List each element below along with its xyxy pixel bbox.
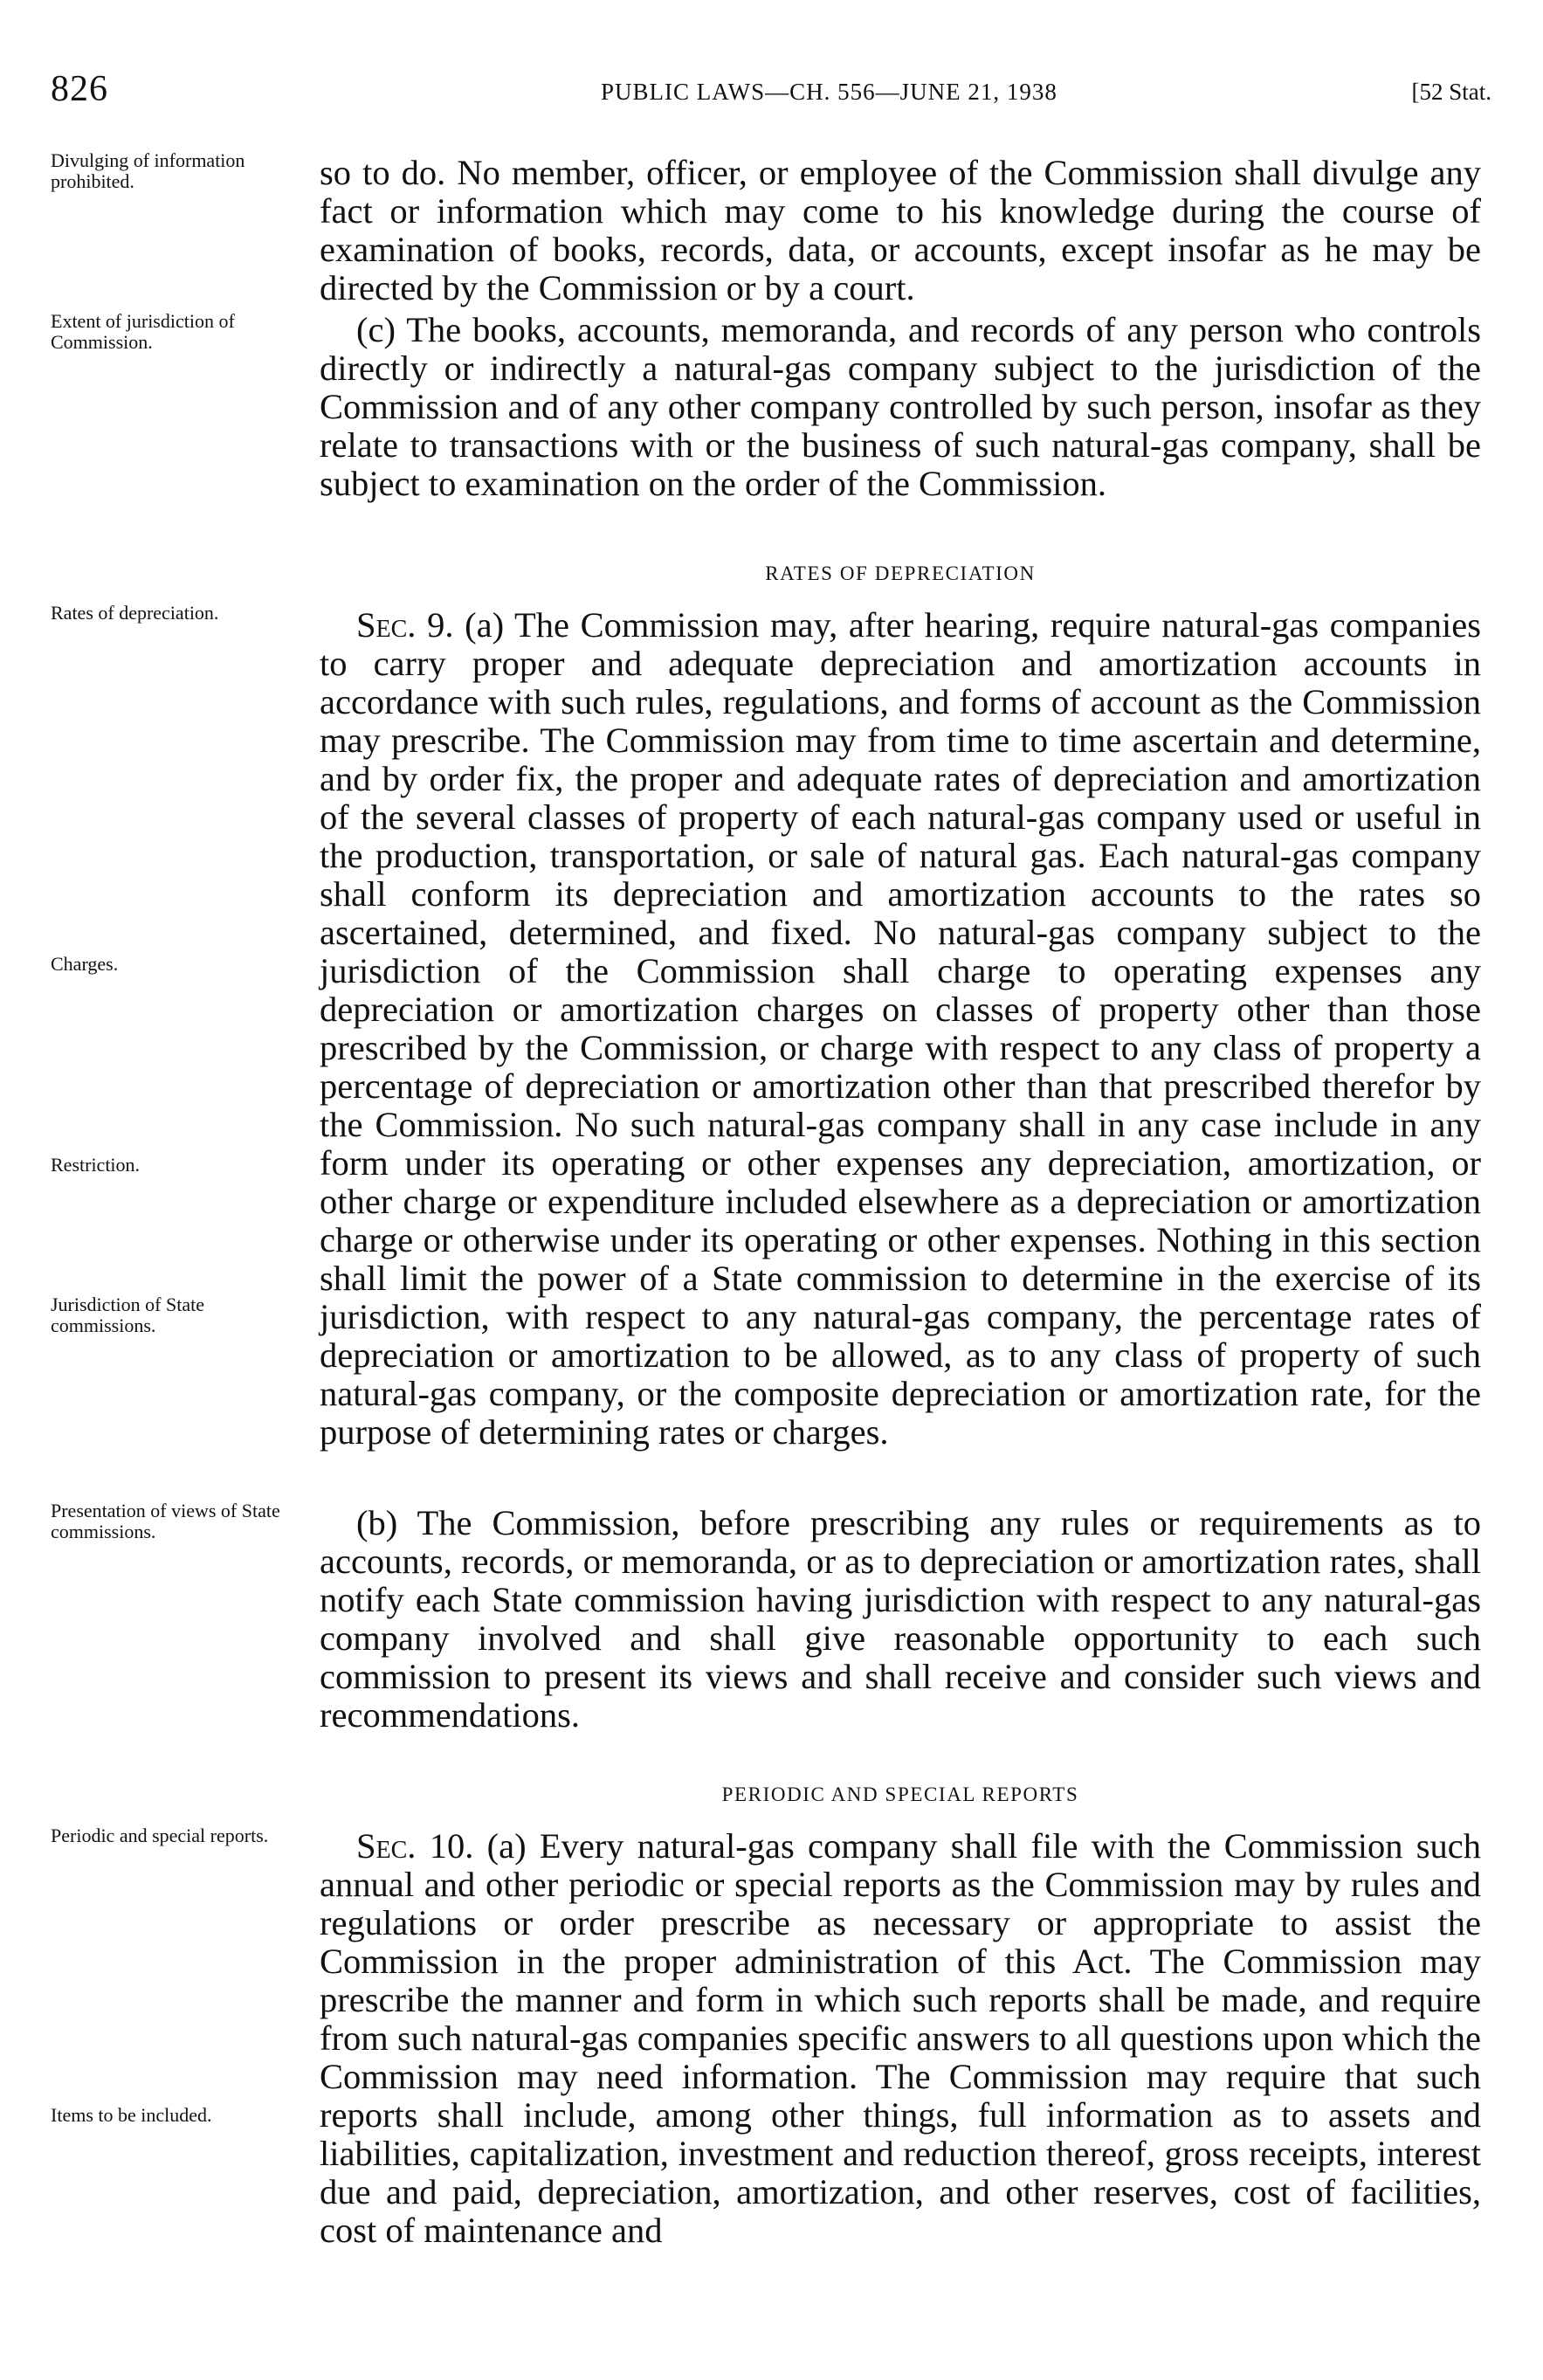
volume-reference: [52 Stat.: [1411, 79, 1491, 105]
page-header: [51, 68, 1491, 121]
margin-note-items-included: Items to be included.: [51, 2104, 212, 2126]
paragraph-section-9a: [320, 606, 1481, 1452]
margin-note-presentation-views: Presentation of views of State commissions.: [51, 1500, 280, 1542]
paragraph-section-10a: [320, 1827, 1481, 2250]
margin-note-divulging: Divulging of information prohibited.: [51, 149, 245, 192]
paragraph-divulging: so to do. No member, officer, or employee of the Commission shall divulge any fact or information which may come to his knowledge during the course of examination of books, records, data, or accounts, except insofar as he may be directed by the Commission or by a court.: [320, 153, 1481, 307]
section-10a-text: (a) Every natural-gas company shall file with the Commission such annual and other periodic or special reports as the Commission may by rules and regulations or order prescribe as necessary or appropriate to assist the Commission in the proper administration of this Act. The Commission may prescribe the manner and form in which such reports shall be made, and require from such natural-gas companies specific answers to all questions upon which the Commission may need information. The Commission may require that such reports shall include, among other things, full information as to assets and liabilities, capitalization, investment and reduction thereof, gross receipts, interest due and paid, depreciation, amortization, and other reserves, cost of facilities, cost of maintenance and: [320, 1826, 1482, 2250]
margin-note-periodic-reports: Periodic and special reports.: [51, 1825, 269, 1846]
section-10-label: Sec. 10.: [356, 1826, 474, 1866]
running-head: PUBLIC LAWS—CH. 556—JUNE 21, 1938: [601, 79, 1057, 105]
margin-note-charges: Charges.: [51, 953, 119, 975]
heading-periodic-reports: PERIODIC AND SPECIAL REPORTS: [721, 1783, 1079, 1805]
margin-note-rates-depreciation: Rates of depreciation.: [51, 602, 219, 624]
margin-note-restriction: Restriction.: [51, 1154, 141, 1176]
paragraph-books-accounts: (c) The books, accounts, memoranda, and records of any person who controls directly or indirectly a natural-gas company subject to the jurisdiction of the Commission and of any other company controlled by such person, insofar as they relate to transactions with or the business of such natural-gas company, shall be subject to examination on the order of the Commission.: [320, 310, 1481, 503]
heading-rates-depreciation: RATES OF DEPRECIATION: [765, 562, 1036, 584]
paragraph-section-9b: (b) The Commission, before prescribing any rules or requirements as to accounts, records, or memoranda, or as to depreciation or amortization rates, shall notify each State commission having jurisdiction with respect to any natural-gas company involved and shall give reasonable opportunity to each such commission to present its views and shall receive and consider such views and recommendations.: [320, 1503, 1481, 1735]
section-9a-text: (a) The Commission may, after hearing, require natural-gas companies to carry proper and adequate depreciation and amortization accounts in accordance with such rules, regulations, and forms of account as the Commission may prescribe. The Commission may from time to time ascertain and determine, and by order fix, the proper and adequate rates of depreciation and amortization of the several classes of property of each natural-gas company used or useful in the production, transportation, or sale of natural gas. Each natural-gas company shall conform its depreciation and amortization accounts to the rates so ascertained, determined, and fixed. No natural-gas company subject to the jurisdiction of the Commission shall charge to operating expenses any depreciation or amortization charges on classes of property other than those prescribed by the Commission, or charge with respect to any class of property a percentage of depreciation or amortization other than that prescribed therefor by the Commission. No such natural-gas company shall in any case include in any form under its operating or other expenses any depreciation, amortization, or other charge or expenditure included elsewhere as a depreciation or amortization charge or otherwise under its operating or other expenses. Nothing in this section shall limit the power of a State commission to determine in the exercise of its jurisdiction, with respect to any natural-gas company, the percentage rates of depreciation or amortization to be allowed, as to any class of property of such natural-gas company, or the composite depreciation or amortization rate, for the purpose of determining rates or charges.: [320, 605, 1482, 1452]
margin-note-jurisdiction-state: Jurisdiction of State commissions.: [51, 1293, 204, 1336]
page-number: 826: [51, 69, 108, 109]
section-9-label: Sec. 9.: [356, 605, 454, 645]
margin-note-extent-jurisdiction: Extent of jurisdiction of Commission.: [51, 310, 235, 353]
